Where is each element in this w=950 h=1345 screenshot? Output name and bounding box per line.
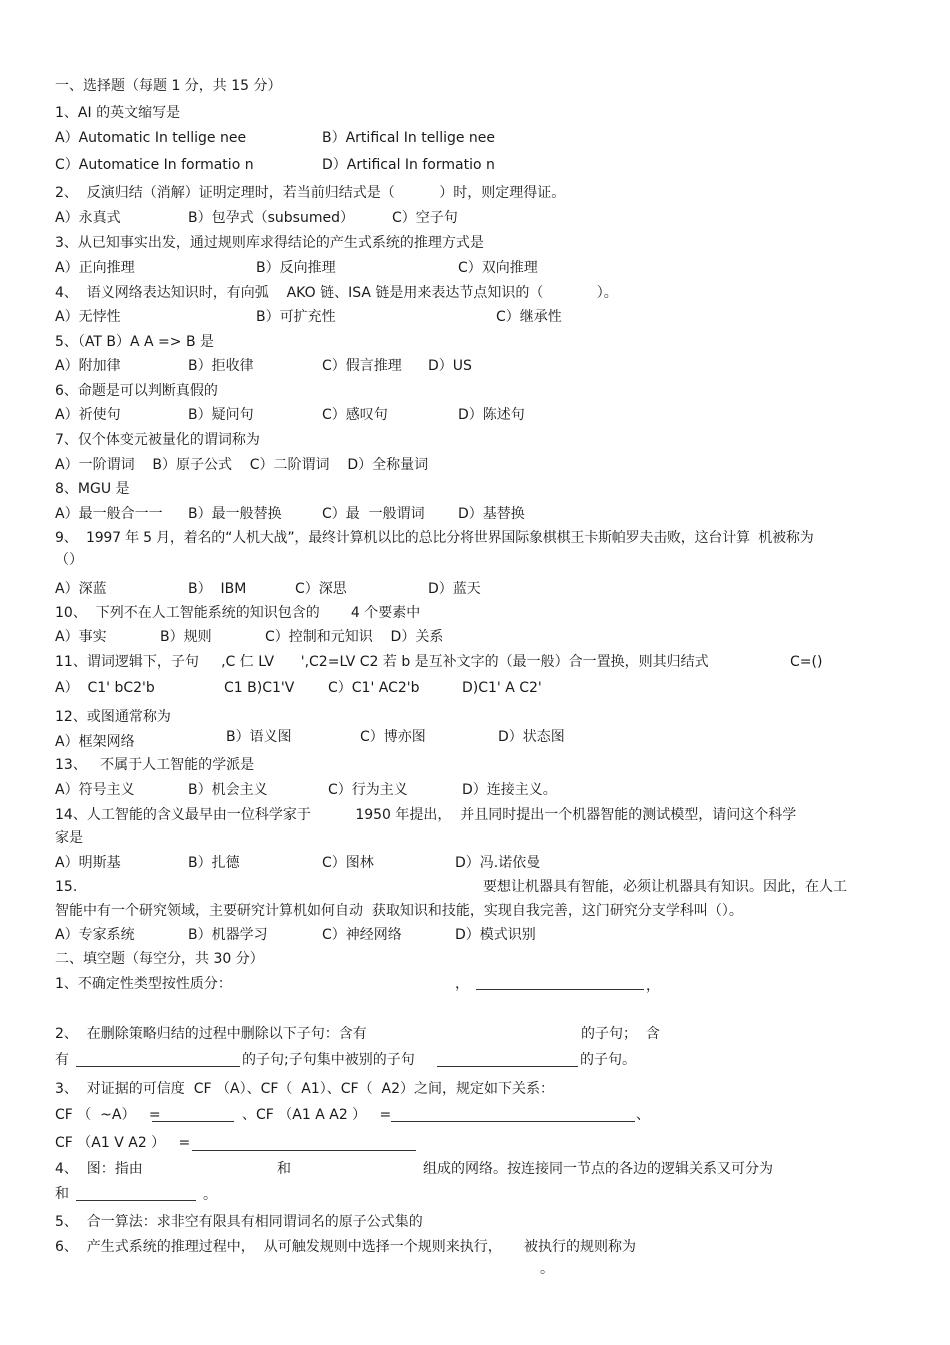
f1-separator: ， (455, 976, 469, 992)
q12-stem: 12、或图通常称为 (55, 709, 171, 725)
f4-stem-tail: 组成的网络。按连接同一节点的各边的逻辑关系又可分为 (423, 1161, 773, 1177)
q15-stem-cont: 智能中有一个研究领域，主要研究计算机如何自动 获取知识和技能，实现自我完善，这门研究分支学科叫（）。 (55, 903, 743, 919)
q8-option-a: A）最一般合一一 (55, 506, 163, 522)
q3-option-c: C）双向推理 (458, 260, 538, 276)
f1-stem: 1、不确定性类型按性质分： (55, 976, 232, 992)
f5-stem: 5、 合一算法：求非空有限具有相同谓词名的原子公式集的 (55, 1214, 423, 1230)
q3-stem: 3、从已知事实出发，通过规则库求得结论的产生式系统的推理方式是 (55, 235, 484, 251)
f4-blank[interactable] (76, 1186, 196, 1201)
q3-option-b: B）反向推理 (256, 260, 336, 276)
f3-stem: 3、 对证据的可信度 CF （A）、CF（ A1）、CF（ A2）之间，规定如下关系： (55, 1081, 554, 1097)
q4-option-c: C）继承性 (496, 309, 562, 325)
q6-stem: 6、命题是可以判断真假的 (55, 383, 218, 399)
q15-option-a: A）专家系统 (55, 927, 135, 943)
q14-option-a: A）明斯基 (55, 855, 121, 871)
q9-option-a: A）深蓝 (55, 581, 107, 597)
f2-line2-start: 有 (55, 1052, 69, 1068)
f2-blank-1[interactable] (76, 1052, 240, 1067)
q1-option-b: B）Artifical In tellige nee (322, 130, 496, 146)
f6-stem: 6、 产生式系统的推理过程中， 从可触发规则中选择一个规则来执行， 被执行的规则称为 (55, 1239, 636, 1255)
q8-option-b: B）最一般替换 (188, 506, 282, 522)
f2-line2-end: 的子句。 (580, 1052, 636, 1068)
q6-option-c: C）感叹句 (322, 407, 388, 423)
q4-stem: 4、 语义网络表达知识时，有向弧 AKO 链、ISA 链是用来表达节点知识的（ ）。 (55, 285, 618, 301)
q11-option-b: C1 B)C1'V (224, 680, 295, 696)
f4-line2-start: 和 (55, 1186, 69, 1202)
q8-option-d: D）基替换 (458, 506, 525, 522)
q15-option-c: C）神经网络 (322, 927, 402, 943)
q9-option-d: D）蓝天 (428, 581, 481, 597)
q1-option-a: A）Automatic In tellige nee (55, 130, 247, 146)
q6-option-d: D）陈述句 (458, 407, 525, 423)
q4-option-b: B）可扩充性 (256, 309, 336, 325)
q1-stem: 1、AI 的英文缩写是 (55, 105, 181, 121)
f4-stem-mid: 和 (277, 1161, 291, 1177)
section-choice-header: 一、选择题（每题 1 分，共 15 分） (55, 78, 282, 94)
q2-stem: 2、 反演归结（消解）证明定理时，若当前归结式是（ ）时，则定理得证。 (55, 185, 566, 201)
f4-line2-end: 。 (203, 1187, 217, 1203)
q11-stem-tail: C=() (790, 654, 823, 670)
q5-option-a: A）附加律 (55, 358, 121, 374)
q15-stem: 要想让机器具有智能，必须让机器具有知识。因此，在人工 (483, 879, 847, 895)
q15-option-d: D）模式识别 (455, 927, 536, 943)
q4-option-a: A）无悖性 (55, 309, 121, 325)
q14-option-d: D）冯.诺依曼 (455, 855, 541, 871)
q9-stem: 9、 1997 年 5 月，着名的“人机大战”，最终计算机以比的总比分将世界国际象棋棋王卡斯帕罗夫击败，这台计算 机被称为 (55, 530, 814, 546)
q14-stem: 14、人工智能的含义最早由一位科学家于 1950 年提出， 并且同时提出一个机器智能的测试模型，请问这个科学 (55, 807, 797, 823)
f2-stem-mid: 的子句； 含 (581, 1026, 660, 1042)
q11-option-d: D)C1' A C2' (462, 680, 542, 696)
q13-option-d: D）连接主义。 (462, 782, 557, 798)
f3-line2-a: CF （ ~A） = (55, 1107, 161, 1123)
q5-option-b: B）拒收律 (188, 358, 254, 374)
q14-option-b: B）扎德 (188, 855, 240, 871)
q14-option-c: C）图林 (322, 855, 374, 871)
q15-option-b: B）机器学习 (188, 927, 268, 943)
f1-blank[interactable] (476, 975, 644, 990)
f3-blank-1[interactable] (152, 1107, 234, 1122)
f6-end: 。 (540, 1261, 554, 1277)
q15-number: 15. (55, 879, 78, 895)
f3-line2-c: 、 (636, 1107, 650, 1123)
q2-option-b: B）包孕式（subsumed） (188, 210, 354, 226)
f2-line2-mid: 的子句;子句集中被别的子句 (242, 1052, 415, 1068)
q6-option-b: B）疑问句 (188, 407, 254, 423)
q11-option-c: C）C1' AC2'b (328, 680, 420, 696)
q13-option-b: B）机会主义 (188, 782, 268, 798)
q3-option-a: A）正向推理 (55, 260, 135, 276)
q8-option-c: C）最 一般谓词 (322, 506, 425, 522)
q5-option-d: D）US (428, 358, 472, 374)
q6-option-a: A）祈使句 (55, 407, 121, 423)
q5-option-c: C）假言推理 (322, 358, 402, 374)
q2-option-c: C）空子句 (392, 210, 458, 226)
q13-stem: 13、 不属于人工智能的学派是 (55, 757, 255, 773)
q9-option-b: B） IBM (188, 581, 247, 597)
q9-option-c: C）深思 (295, 581, 347, 597)
q12-option-d: D）状态图 (498, 729, 565, 745)
q2-option-a: A）永真式 (55, 210, 121, 226)
q7-options: A）一阶谓词 B）原子公式 C）二阶谓词 D）全称量词 (55, 457, 429, 473)
f1-end: ， (646, 978, 660, 994)
q12-option-a: A）框架网络 (55, 734, 135, 750)
q13-option-c: C）行为主义 (328, 782, 408, 798)
q11-stem: 11、谓词逻辑下，子句 ,C 仁 LV ',C2=LV C2 若 b 是互补文字的（最一般）合一置换，则其归结式 (55, 654, 709, 670)
q8-stem: 8、MGU 是 (55, 481, 130, 497)
q7-stem: 7、仅个体变元被量化的谓词称为 (55, 432, 260, 448)
f3-line2-b: 、CF （A1 A A2 ） = (242, 1107, 392, 1123)
f2-stem: 2、 在删除策略归结的过程中删除以下子句：含有 (55, 1026, 367, 1042)
q10-stem: 10、 下列不在人工智能系统的知识包含的 4 个要素中 (55, 605, 421, 621)
q9-stem-cont: （） (55, 552, 83, 568)
q14-stem-cont: 家是 (55, 830, 83, 846)
q12-option-c: C）博亦图 (360, 729, 426, 745)
q11-option-a: A） C1' bC2'b (55, 680, 155, 696)
q1-option-d: D）Artifical In formatio n (322, 157, 495, 173)
f3-line3: CF （A1 V A2 ） = (55, 1135, 191, 1151)
f4-stem: 4、 图：指由 (55, 1161, 143, 1177)
f3-blank-3[interactable] (192, 1136, 416, 1151)
f2-blank-2[interactable] (437, 1052, 578, 1067)
q10-options: A）事实 B）规则 C）控制和元知识 D）关系 (55, 629, 444, 645)
q1-option-c: C）Automatice In formatio n (55, 157, 254, 173)
q12-option-b: B）语义图 (226, 729, 292, 745)
q13-option-a: A）符号主义 (55, 782, 135, 798)
q5-stem: 5、（AT B）A A => B 是 (55, 334, 215, 350)
section-fill-header: 二、填空题（每空分，共 30 分） (55, 951, 264, 967)
f3-blank-2[interactable] (391, 1107, 635, 1122)
